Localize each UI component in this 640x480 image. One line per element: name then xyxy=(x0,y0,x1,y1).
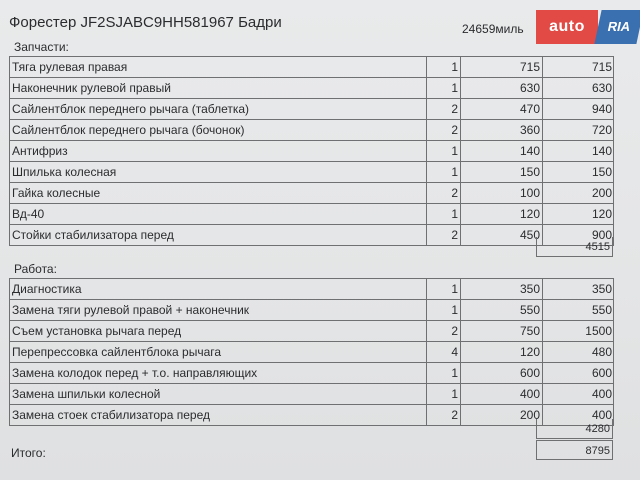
item-qty: 1 xyxy=(451,303,458,317)
item-sum: 400 xyxy=(591,408,612,422)
item-sum: 630 xyxy=(591,81,612,95)
item-price: 350 xyxy=(519,282,540,296)
item-price: 630 xyxy=(519,81,540,95)
parts-section-label: Запчасти: xyxy=(14,40,69,54)
item-sum: 200 xyxy=(591,186,612,200)
item-price: 750 xyxy=(519,324,540,338)
item-name: Съем установка рычага перед xyxy=(12,324,182,338)
item-price: 360 xyxy=(519,123,540,137)
item-price: 600 xyxy=(519,366,540,380)
table-row xyxy=(10,342,614,363)
item-name: Перепрессовка сайлентблока рычага xyxy=(12,345,222,359)
table-row xyxy=(10,363,614,384)
grand-total-label: Итого: xyxy=(11,446,46,460)
table-row xyxy=(10,56,614,78)
document-title: Форестер JF2SJABC9HH581967 Бадри xyxy=(9,14,282,31)
item-qty: 2 xyxy=(451,102,458,116)
item-qty: 1 xyxy=(451,165,458,179)
table-row xyxy=(10,225,614,246)
item-sum: 900 xyxy=(591,228,612,242)
item-sum: 940 xyxy=(591,102,612,116)
item-sum: 480 xyxy=(591,345,612,359)
item-qty: 1 xyxy=(451,60,458,74)
item-sum: 140 xyxy=(591,144,612,158)
item-name: Замена тяги рулевой правой + наконечник xyxy=(12,303,250,317)
item-price: 150 xyxy=(519,165,540,179)
item-sum: 350 xyxy=(591,282,612,296)
item-price: 120 xyxy=(519,345,540,359)
item-sum: 550 xyxy=(591,303,612,317)
watermark-ria: RIA xyxy=(594,10,640,44)
item-name: Вд-40 xyxy=(12,207,45,221)
watermark-auto: auto xyxy=(536,10,598,44)
item-sum: 715 xyxy=(591,60,612,74)
work-table xyxy=(9,278,614,426)
item-sum: 720 xyxy=(591,123,612,137)
item-qty: 2 xyxy=(451,324,458,338)
item-name: Шпилька колесная xyxy=(12,165,117,179)
parts-table xyxy=(9,56,614,246)
table-row xyxy=(10,278,614,300)
table-row xyxy=(10,405,614,426)
item-name: Гайка колесные xyxy=(12,186,101,200)
item-name: Замена стоек стабилизатора перед xyxy=(12,408,210,422)
parts-total: 4515 xyxy=(536,237,613,257)
item-qty: 4 xyxy=(451,345,458,359)
item-price: 550 xyxy=(519,303,540,317)
table-row xyxy=(10,384,614,405)
item-price: 450 xyxy=(519,228,540,242)
item-qty: 1 xyxy=(451,144,458,158)
item-sum: 150 xyxy=(591,165,612,179)
work-total: 4280 xyxy=(536,419,613,439)
item-sum: 400 xyxy=(591,387,612,401)
item-price: 715 xyxy=(519,60,540,74)
item-name: Сайлентблок переднего рычага (таблетка) xyxy=(12,102,250,116)
item-name: Диагностика xyxy=(12,282,82,296)
item-sum: 120 xyxy=(591,207,612,221)
item-name: Тяга рулевая правая xyxy=(12,60,128,74)
item-sum: 1500 xyxy=(585,324,612,338)
item-qty: 1 xyxy=(451,387,458,401)
grand-total-value: 8795 xyxy=(536,440,613,460)
table-row xyxy=(10,321,614,342)
item-name: Антифриз xyxy=(12,144,68,158)
item-qty: 1 xyxy=(451,282,458,296)
table-row xyxy=(10,183,614,204)
item-qty: 2 xyxy=(451,123,458,137)
item-qty: 2 xyxy=(451,186,458,200)
item-price: 400 xyxy=(519,387,540,401)
item-name: Сайлентблок переднего рычага (бочонок) xyxy=(12,123,245,137)
table-row xyxy=(10,78,614,99)
item-name: Наконечник рулевой правый xyxy=(12,81,171,95)
table-row xyxy=(10,300,614,321)
work-section-label: Работа: xyxy=(14,262,57,276)
item-qty: 1 xyxy=(451,81,458,95)
table-row xyxy=(10,120,614,141)
item-qty: 1 xyxy=(451,207,458,221)
item-price: 100 xyxy=(519,186,540,200)
table-row xyxy=(10,141,614,162)
watermark-logo xyxy=(536,10,640,44)
table-row xyxy=(10,162,614,183)
item-price: 200 xyxy=(519,408,540,422)
table-row xyxy=(10,204,614,225)
item-name: Замена колодок перед + т.о. направляющих xyxy=(12,366,258,380)
item-sum: 600 xyxy=(591,366,612,380)
item-price: 140 xyxy=(519,144,540,158)
item-name: Стойки стабилизатора перед xyxy=(12,228,174,242)
item-price: 470 xyxy=(519,102,540,116)
item-qty: 1 xyxy=(451,366,458,380)
mileage-value: 24659миль xyxy=(462,22,524,36)
item-name: Замена шпильки колесной xyxy=(12,387,161,401)
item-price: 120 xyxy=(519,207,540,221)
table-row xyxy=(10,99,614,120)
item-qty: 2 xyxy=(451,408,458,422)
item-qty: 2 xyxy=(451,228,458,242)
